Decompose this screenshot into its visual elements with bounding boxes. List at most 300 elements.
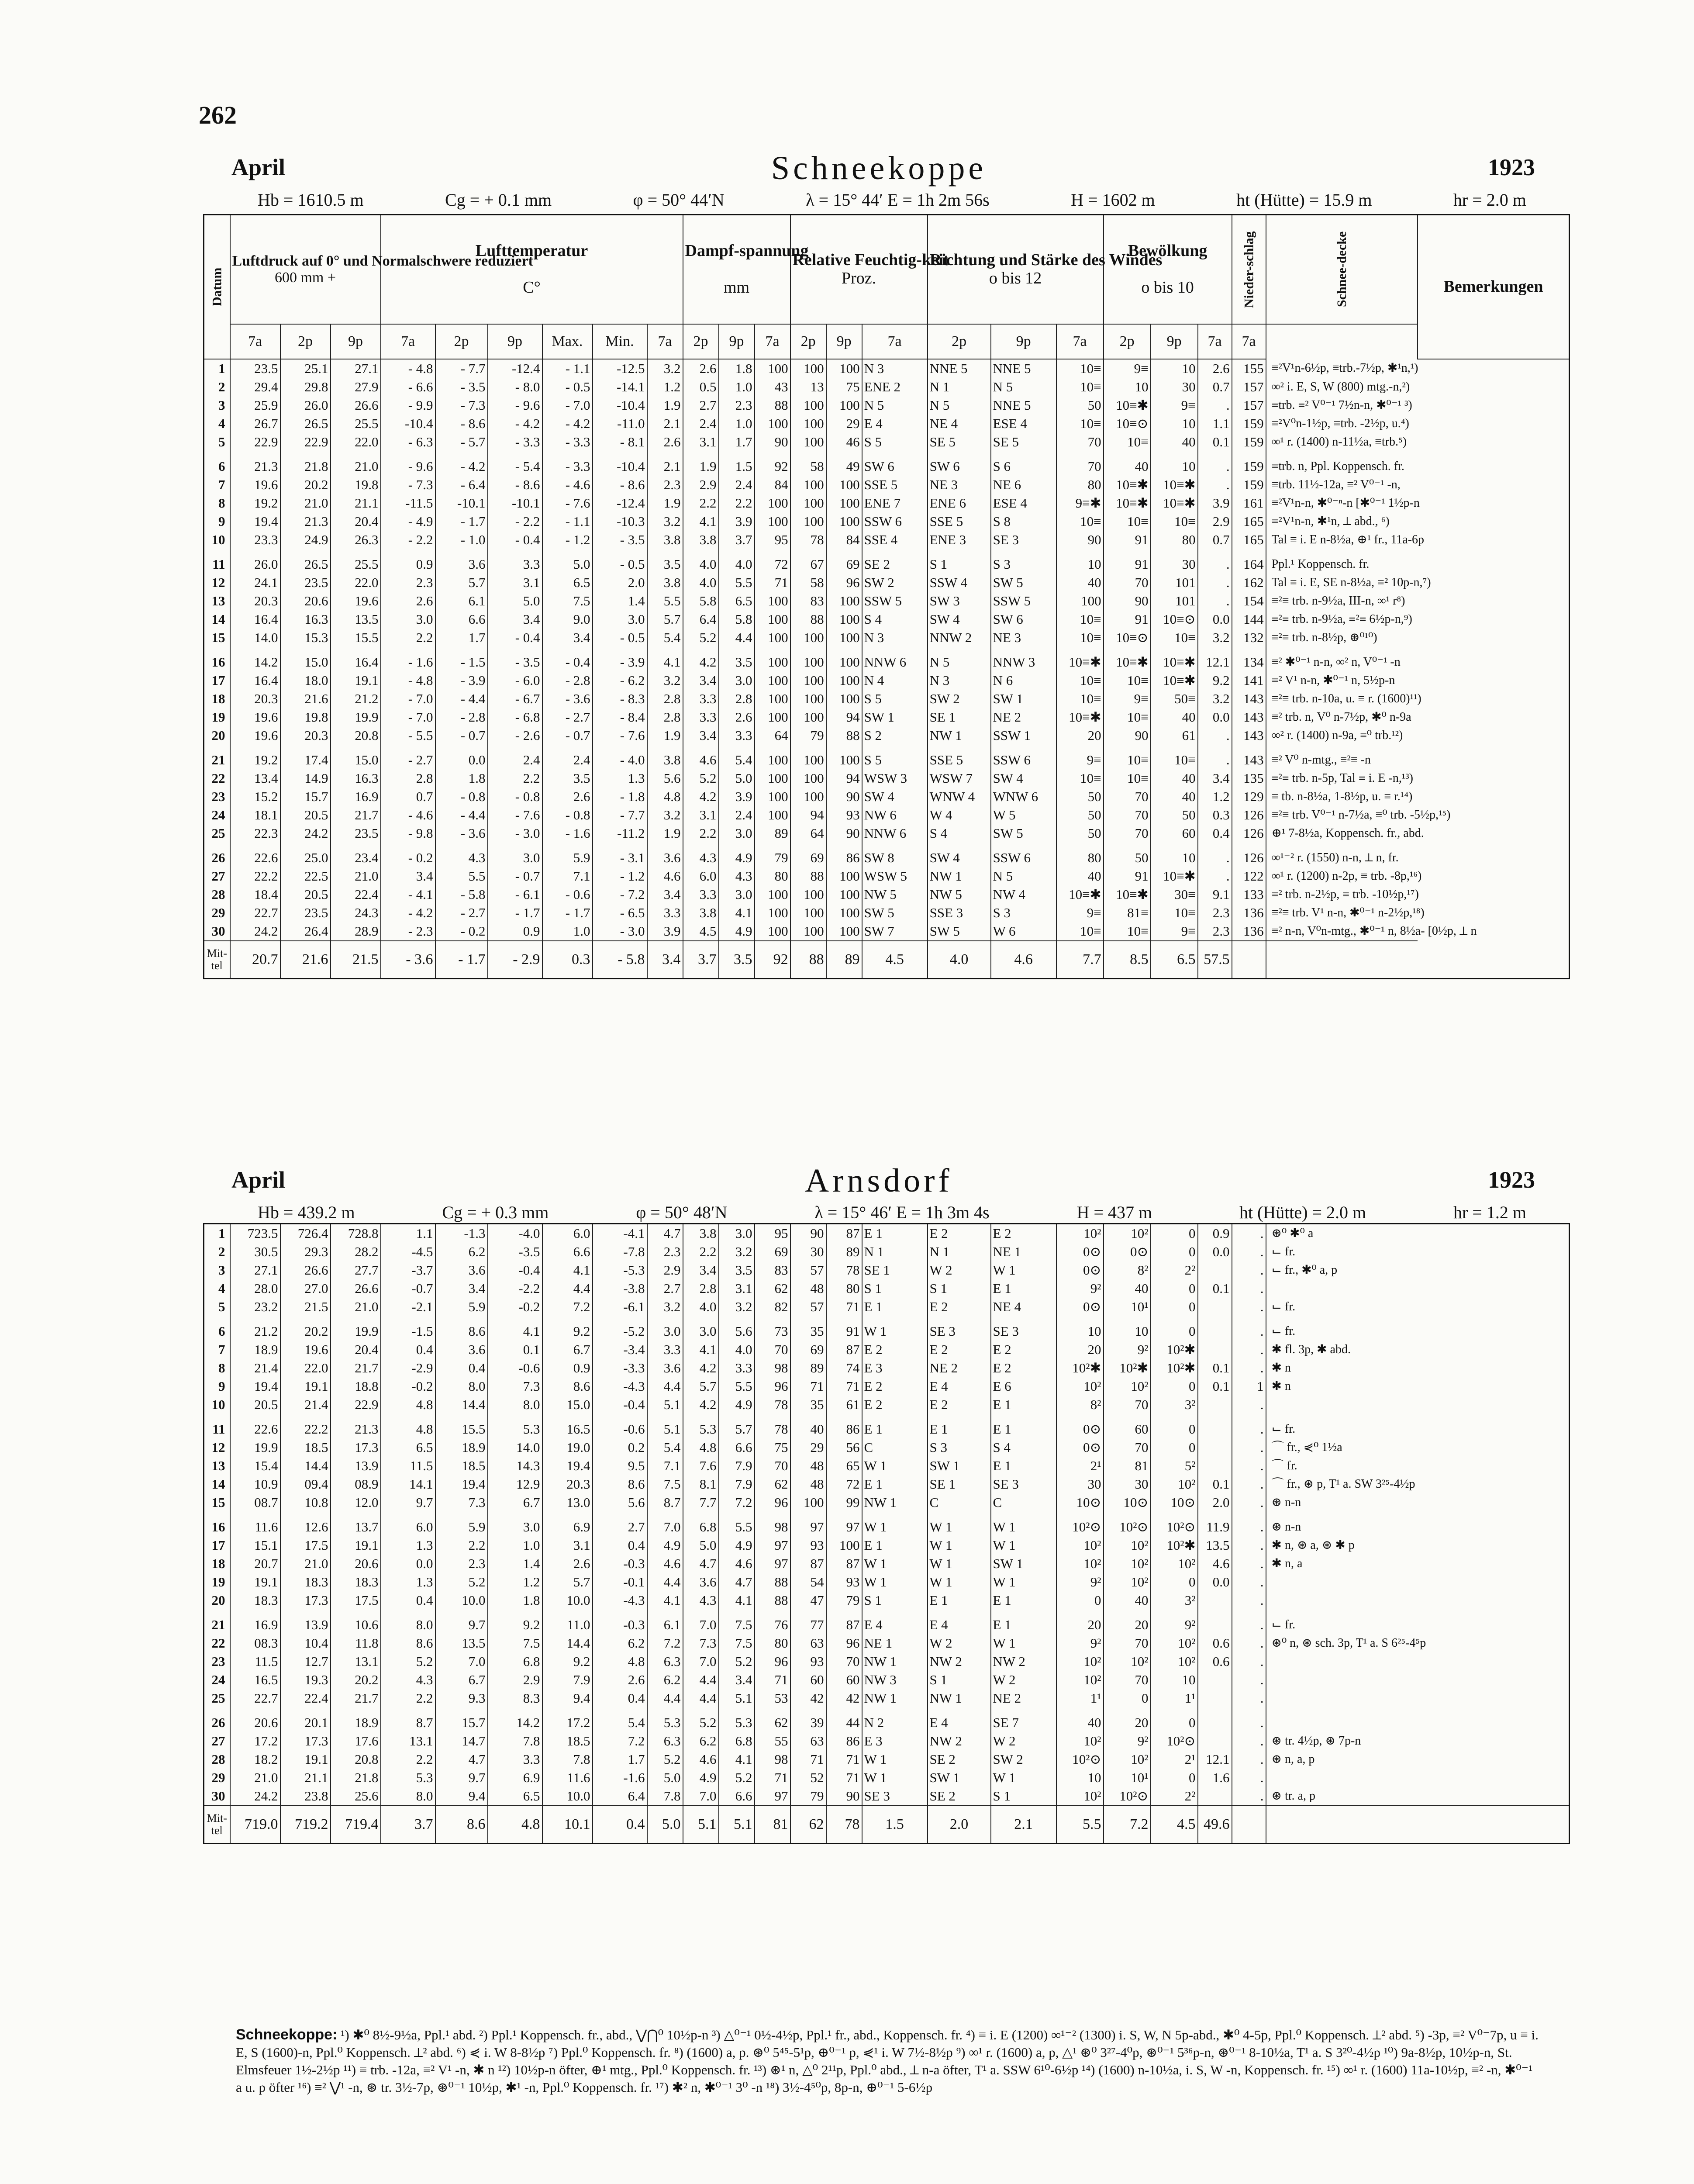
- value-cell: - 7.0: [542, 396, 593, 415]
- value-cell: 18.5: [435, 1457, 488, 1475]
- value-cell: - 4.4: [435, 690, 488, 708]
- value-cell: E 1: [928, 1414, 991, 1438]
- value-cell: 26.6: [280, 1261, 331, 1279]
- value-cell: 97: [826, 1512, 862, 1536]
- value-cell: 71: [826, 1750, 862, 1769]
- value-cell: 20: [1056, 726, 1104, 745]
- value-cell: 15.5: [331, 629, 381, 647]
- value-cell: W 1: [991, 1769, 1056, 1787]
- value-cell: 40: [1104, 451, 1151, 476]
- value-cell: 1.9: [647, 726, 683, 745]
- value-cell: - 2.7: [381, 745, 435, 769]
- value-cell: 13.7: [331, 1512, 381, 1536]
- value-cell: 6.7: [542, 1341, 593, 1359]
- value-cell: 2.3: [435, 1555, 488, 1573]
- mean-cell: 6.5: [1151, 941, 1198, 979]
- value-cell: - 1.7: [488, 904, 542, 922]
- value-cell: 25.5: [331, 549, 381, 574]
- value-cell: - 1.1: [542, 512, 593, 531]
- page-number: 262: [199, 101, 237, 129]
- value-cell: 70: [1056, 433, 1104, 451]
- value-cell: 0.4: [435, 1359, 488, 1377]
- value-cell: 101: [1151, 574, 1198, 592]
- value-cell: 3.8: [647, 574, 683, 592]
- value-cell: 69: [826, 549, 862, 574]
- mean-cell: - 3.6: [381, 941, 435, 979]
- value-cell: 100: [790, 359, 826, 378]
- value-cell: 100: [755, 806, 790, 824]
- remark-cell: ✱ n, ⊛ a, ⊛ ✱ p: [1266, 1536, 1570, 1555]
- value-cell: 71: [826, 1298, 862, 1316]
- day-cell: 5: [204, 1298, 230, 1316]
- value-cell: 27.0: [280, 1279, 331, 1298]
- value-cell: .: [1232, 1671, 1266, 1689]
- value-cell: 70: [1104, 1396, 1151, 1414]
- value-cell: 20.7: [230, 1555, 280, 1573]
- remark-cell: ≡²≡ trb. n-10a, u. ≡ r. (1600)¹¹): [1266, 690, 1418, 708]
- value-cell: 6.0: [683, 867, 719, 885]
- value-cell: E 2: [928, 1341, 991, 1359]
- value-cell: 1.8: [435, 769, 488, 788]
- value-cell: 5.6: [593, 1493, 647, 1512]
- value-cell: 88: [826, 726, 862, 745]
- value-cell: 7.8: [542, 1750, 593, 1769]
- value-cell: 7.2: [542, 1298, 593, 1316]
- value-cell: - 4.0: [593, 745, 647, 769]
- subheader-cell: 9p: [331, 324, 381, 359]
- value-cell: 1.9: [683, 451, 719, 476]
- value-cell: 90: [790, 1224, 826, 1243]
- value-cell: 100: [826, 592, 862, 610]
- value-cell: 2.3: [647, 1243, 683, 1261]
- value-cell: 27.1: [230, 1261, 280, 1279]
- value-cell: 89: [755, 824, 790, 843]
- value-cell: 10≡: [1104, 745, 1151, 769]
- value-cell: 4.1: [647, 1591, 683, 1610]
- value-cell: 1.7: [593, 1750, 647, 1769]
- value-cell: SE 3: [991, 1316, 1056, 1341]
- value-cell: 7.2: [593, 1732, 647, 1750]
- value-cell: 3.4: [381, 867, 435, 885]
- value-cell: 16.3: [331, 769, 381, 788]
- value-cell: 4.8: [381, 1396, 435, 1414]
- station-constants: [258, 1202, 1526, 1223]
- mean-cell: 21.5: [331, 941, 381, 979]
- value-cell: 75: [826, 378, 862, 396]
- feuchte-title: Relative Feuchtig-keit: [792, 250, 949, 269]
- value-cell: 0: [1104, 1689, 1151, 1707]
- table-row: [204, 433, 1570, 451]
- value-cell: 13.5: [1198, 1536, 1232, 1555]
- dampf-title: Dampf-spannung: [685, 242, 809, 260]
- value-cell: 70: [1104, 788, 1151, 806]
- value-cell: 84: [755, 476, 790, 494]
- value-cell: S 6: [991, 451, 1056, 476]
- day-cell: 13: [204, 1457, 230, 1475]
- value-cell: -4.5: [381, 1243, 435, 1261]
- day-cell: 15: [204, 629, 230, 647]
- value-cell: 10≡✱: [1056, 708, 1104, 726]
- feuchte-unit: Proz.: [841, 269, 876, 287]
- day-cell: 20: [204, 1591, 230, 1610]
- value-cell: 10²✱: [1151, 1536, 1198, 1555]
- value-cell: 2.2: [381, 1689, 435, 1707]
- value-cell: 8.0: [488, 1396, 542, 1414]
- value-cell: - 2.2: [381, 531, 435, 549]
- value-cell: 10≡: [1104, 769, 1151, 788]
- value-cell: 93: [826, 1573, 862, 1591]
- value-cell: 8.0: [435, 1377, 488, 1396]
- value-cell: 10²⊙: [1151, 1732, 1198, 1750]
- remark-cell: ≡²≡ trb. V¹ n-n, ✱⁰⁻¹ n-2½p,¹⁸): [1266, 904, 1418, 922]
- value-cell: -4.0: [488, 1224, 542, 1243]
- value-cell: SW 1: [991, 690, 1056, 708]
- value-cell: 0: [1151, 1243, 1198, 1261]
- value-cell: 14.7: [435, 1732, 488, 1750]
- value-cell: E 2: [928, 1396, 991, 1414]
- mean-cell: 49.6: [1198, 1806, 1232, 1844]
- value-cell: 0⊙: [1056, 1261, 1104, 1279]
- value-cell: 61: [1151, 726, 1198, 745]
- value-cell: 18.5: [542, 1732, 593, 1750]
- day-cell: 24: [204, 1671, 230, 1689]
- value-cell: 4.7: [647, 1224, 683, 1243]
- value-cell: - 1.6: [542, 824, 593, 843]
- value-cell: S 4: [928, 824, 991, 843]
- value-cell: 10≡✱: [1151, 647, 1198, 671]
- value-cell: 4.6: [647, 1555, 683, 1573]
- value-cell: 87: [826, 1224, 862, 1243]
- const-phi: φ = 50° 44′N: [633, 190, 725, 210]
- value-cell: - 5.4: [488, 451, 542, 476]
- value-cell: 78: [790, 531, 826, 549]
- value-cell: 10≡✱: [1104, 476, 1151, 494]
- value-cell: 4.1: [719, 904, 755, 922]
- value-cell: 19.8: [331, 476, 381, 494]
- mean-row: [204, 1806, 1570, 1844]
- value-cell: - 0.4: [488, 531, 542, 549]
- value-cell: 6.7: [488, 1493, 542, 1512]
- table-row: [204, 1359, 1570, 1377]
- value-cell: - 6.3: [381, 433, 435, 451]
- value-cell: 9²: [1151, 1610, 1198, 1634]
- value-cell: 2.2: [683, 494, 719, 512]
- remark-cell: ⌙ fr.: [1266, 1316, 1570, 1341]
- col-bewoelkung: [1104, 215, 1232, 324]
- value-cell: 10²: [1056, 1671, 1104, 1689]
- value-cell: NE 2: [991, 708, 1056, 726]
- value-cell: 22.7: [230, 904, 280, 922]
- value-cell: 93: [790, 1536, 826, 1555]
- value-cell: 100: [826, 671, 862, 690]
- value-cell: 10≡: [1056, 922, 1104, 941]
- value-cell: 19.6: [230, 476, 280, 494]
- value-cell: - 1.2: [593, 867, 647, 885]
- remark-cell: ≡²V⁰n-1½p, ≡trb. -2½p, u.⁴): [1266, 415, 1418, 433]
- value-cell: S 1: [928, 1671, 991, 1689]
- value-cell: 19.6: [331, 592, 381, 610]
- value-cell: 3.3: [683, 708, 719, 726]
- day-cell: 8: [204, 494, 230, 512]
- value-cell: 4.2: [683, 1396, 719, 1414]
- value-cell: 70: [1104, 574, 1151, 592]
- value-cell: 4.1: [719, 1591, 755, 1610]
- value-cell: 62: [755, 1475, 790, 1493]
- day-cell: 14: [204, 610, 230, 629]
- value-cell: W 1: [928, 1573, 991, 1591]
- value-cell: 100: [790, 1493, 826, 1512]
- value-cell: 0.4: [593, 1689, 647, 1707]
- value-cell: 19.6: [230, 726, 280, 745]
- value-cell: 25.0: [280, 843, 331, 867]
- value-cell: 3.1: [488, 574, 542, 592]
- value-cell: SE 1: [928, 708, 991, 726]
- value-cell: 5.5: [647, 592, 683, 610]
- value-cell: 2.6: [683, 359, 719, 378]
- value-cell: 12.1: [1198, 1750, 1232, 1769]
- value-cell: 5.5: [719, 1377, 755, 1396]
- value-cell: 0.6: [1198, 1652, 1232, 1671]
- value-cell: 100: [790, 671, 826, 690]
- value-cell: 71: [826, 1769, 862, 1787]
- value-cell: 135: [1232, 769, 1266, 788]
- value-cell: 6.9: [488, 1769, 542, 1787]
- value-cell: 17.4: [280, 745, 331, 769]
- value-cell: 7.5: [488, 1634, 542, 1652]
- value-cell: SSE 3: [928, 904, 991, 922]
- value-cell: 10.9: [230, 1475, 280, 1493]
- value-cell: 92: [755, 451, 790, 476]
- value-cell: 1.5: [719, 451, 755, 476]
- value-cell: 143: [1232, 726, 1266, 745]
- value-cell: 30: [1151, 378, 1198, 396]
- value-cell: 50: [1151, 806, 1198, 824]
- value-cell: 100: [826, 647, 862, 671]
- mean-cell: 0.3: [542, 941, 593, 979]
- const-hb: Hb = 1610.5 m: [258, 190, 364, 210]
- value-cell: 159: [1232, 451, 1266, 476]
- value-cell: 12.0: [331, 1493, 381, 1512]
- value-cell: 7.8: [647, 1787, 683, 1806]
- value-cell: 2.3: [647, 476, 683, 494]
- day-cell: 19: [204, 708, 230, 726]
- value-cell: 20.5: [280, 885, 331, 904]
- value-cell: 4.0: [683, 549, 719, 574]
- value-cell: 10≡✱: [1104, 494, 1151, 512]
- value-cell: NW 1: [862, 1689, 928, 1707]
- value-cell: 20.3: [230, 592, 280, 610]
- value-cell: 2.4: [488, 745, 542, 769]
- value-cell: .: [1232, 1689, 1266, 1707]
- value-cell: 100: [826, 1536, 862, 1555]
- value-cell: E 2: [991, 1341, 1056, 1359]
- value-cell: 80: [1151, 531, 1198, 549]
- value-cell: 10≡✱: [1056, 647, 1104, 671]
- station-constants: [258, 190, 1526, 210]
- value-cell: 15.0: [331, 745, 381, 769]
- value-cell: 22.0: [280, 1359, 331, 1377]
- value-cell: 22.6: [230, 1414, 280, 1438]
- value-cell: 10≡✱: [1104, 885, 1151, 904]
- value-cell: 87: [790, 1555, 826, 1573]
- value-cell: .: [1198, 549, 1232, 574]
- value-cell: 100: [826, 885, 862, 904]
- value-cell: 42: [826, 1689, 862, 1707]
- value-cell: 100: [826, 690, 862, 708]
- value-cell: 5.7: [719, 1414, 755, 1438]
- value-cell: 20.4: [331, 512, 381, 531]
- value-cell: -3.7: [381, 1261, 435, 1279]
- remark-cell: ≡² V¹ n-n, ✱⁰⁻¹ n, 5½p-n: [1266, 671, 1418, 690]
- value-cell: - 3.0: [488, 824, 542, 843]
- value-cell: 3.5: [719, 647, 755, 671]
- value-cell: .: [1232, 1573, 1266, 1591]
- value-cell: 4.4: [647, 1377, 683, 1396]
- value-cell: 19.2: [230, 494, 280, 512]
- value-cell: 81: [1104, 1457, 1151, 1475]
- value-cell: 15.2: [230, 788, 280, 806]
- value-cell: 143: [1232, 690, 1266, 708]
- value-cell: 3.2: [1198, 629, 1232, 647]
- value-cell: W 2: [991, 1671, 1056, 1689]
- value-cell: 6.3: [647, 1732, 683, 1750]
- value-cell: 100: [790, 494, 826, 512]
- value-cell: .: [1232, 1555, 1266, 1573]
- value-cell: 09.4: [280, 1475, 331, 1493]
- day-cell: 13: [204, 592, 230, 610]
- value-cell: 2.8: [683, 1279, 719, 1298]
- table-row: [204, 1475, 1570, 1493]
- value-cell: 14.3: [488, 1457, 542, 1475]
- value-cell: 3.0: [647, 1316, 683, 1341]
- value-cell: 82: [755, 1298, 790, 1316]
- value-cell: - 7.3: [381, 476, 435, 494]
- value-cell: 3.8: [683, 1224, 719, 1243]
- table-row: [204, 1591, 1570, 1610]
- value-cell: - 8.3: [593, 690, 647, 708]
- value-cell: 22.4: [280, 1689, 331, 1707]
- value-cell: W 1: [862, 1457, 928, 1475]
- value-cell: 6.6: [719, 1438, 755, 1457]
- value-cell: 80: [1056, 843, 1104, 867]
- value-cell: 50: [1056, 824, 1104, 843]
- mean-cell: 57.5: [1198, 941, 1232, 979]
- value-cell: 23.5: [230, 359, 280, 378]
- value-cell: - 3.6: [435, 824, 488, 843]
- value-cell: 14.4: [435, 1396, 488, 1414]
- value-cell: 4.3: [683, 843, 719, 867]
- value-cell: 13.0: [542, 1493, 593, 1512]
- value-cell: WSW 7: [928, 769, 991, 788]
- value-cell: 9.2: [542, 1652, 593, 1671]
- value-cell: 5.7: [683, 1377, 719, 1396]
- subheader-cell: 9p: [826, 324, 862, 359]
- remark-cell: [1266, 1769, 1570, 1787]
- value-cell: 20.3: [280, 726, 331, 745]
- value-cell: 7.5: [719, 1610, 755, 1634]
- mean-cell: 10.1: [542, 1806, 593, 1844]
- value-cell: 1.9: [647, 494, 683, 512]
- value-cell: - 3.3: [542, 451, 593, 476]
- value-cell: 1: [1232, 1377, 1266, 1396]
- value-cell: 8.6: [593, 1475, 647, 1493]
- value-cell: 20: [1056, 1610, 1104, 1634]
- value-cell: 100: [790, 708, 826, 726]
- value-cell: 10≡⊙: [1151, 610, 1198, 629]
- value-cell: 2.3: [1198, 922, 1232, 941]
- value-cell: E 4: [928, 1707, 991, 1732]
- day-cell: 9: [204, 1377, 230, 1396]
- value-cell: 6.7: [435, 1671, 488, 1689]
- day-cell: 30: [204, 1787, 230, 1806]
- table-row: [204, 451, 1570, 476]
- table-row: [204, 1493, 1570, 1512]
- value-cell: 55: [755, 1732, 790, 1750]
- value-cell: 21.0: [331, 451, 381, 476]
- value-cell: 5²: [1151, 1457, 1198, 1475]
- mean-cell: [1232, 1806, 1266, 1844]
- value-cell: 96: [826, 574, 862, 592]
- value-cell: - 4.8: [381, 671, 435, 690]
- value-cell: WNW 4: [928, 788, 991, 806]
- value-cell: 10²: [1104, 1573, 1151, 1591]
- value-cell: 10²: [1151, 1555, 1198, 1573]
- value-cell: 10⊙: [1151, 1493, 1198, 1512]
- value-cell: 4.1: [683, 512, 719, 531]
- value-cell: 4.5: [683, 922, 719, 941]
- value-cell: 6.2: [647, 1671, 683, 1689]
- value-cell: 6.0: [381, 1512, 435, 1536]
- value-cell: S 5: [862, 433, 928, 451]
- value-cell: 3.4: [435, 1279, 488, 1298]
- value-cell: 122: [1232, 867, 1266, 885]
- value-cell: 20: [1104, 1707, 1151, 1732]
- remark-cell: ✱ n: [1266, 1377, 1570, 1396]
- remark-cell: ⊛⁰ ✱⁰ a: [1266, 1224, 1570, 1243]
- value-cell: 48: [790, 1457, 826, 1475]
- value-cell: 2.6: [593, 1671, 647, 1689]
- value-cell: - 2.7: [542, 708, 593, 726]
- value-cell: 70: [826, 1652, 862, 1671]
- value-cell: 23.5: [280, 574, 331, 592]
- subheader-cell: 7a: [755, 324, 790, 359]
- value-cell: 88: [755, 1573, 790, 1591]
- value-cell: W 2: [928, 1634, 991, 1652]
- value-cell: [1198, 1591, 1232, 1610]
- value-cell: E 1: [862, 1536, 928, 1555]
- table-row: [204, 1243, 1570, 1261]
- value-cell: 29: [790, 1438, 826, 1457]
- value-cell: - 0.5: [593, 629, 647, 647]
- value-cell: - 3.5: [593, 531, 647, 549]
- remark-cell: [1266, 1591, 1570, 1610]
- value-cell: 5.3: [683, 1414, 719, 1438]
- value-cell: 30: [1104, 1475, 1151, 1493]
- remark-cell: ≡trb. ≡² V⁰⁻¹ 7½n-n, ✱⁰⁻¹ ³): [1266, 396, 1418, 415]
- mean-cell: 5.0: [647, 1806, 683, 1844]
- remark-cell: ⊛ tr. 4½p, ⊛ 7p-n: [1266, 1732, 1570, 1750]
- value-cell: 5.5: [435, 867, 488, 885]
- value-cell: SSE 5: [862, 476, 928, 494]
- value-cell: 17.5: [280, 1536, 331, 1555]
- day-cell: 27: [204, 1732, 230, 1750]
- value-cell: 91: [1104, 610, 1151, 629]
- mean-cell: 81: [755, 1806, 790, 1844]
- value-cell: 10≡: [1056, 415, 1104, 433]
- value-cell: [1198, 1396, 1232, 1414]
- value-cell: 6.2: [435, 1243, 488, 1261]
- value-cell: - 3.9: [593, 647, 647, 671]
